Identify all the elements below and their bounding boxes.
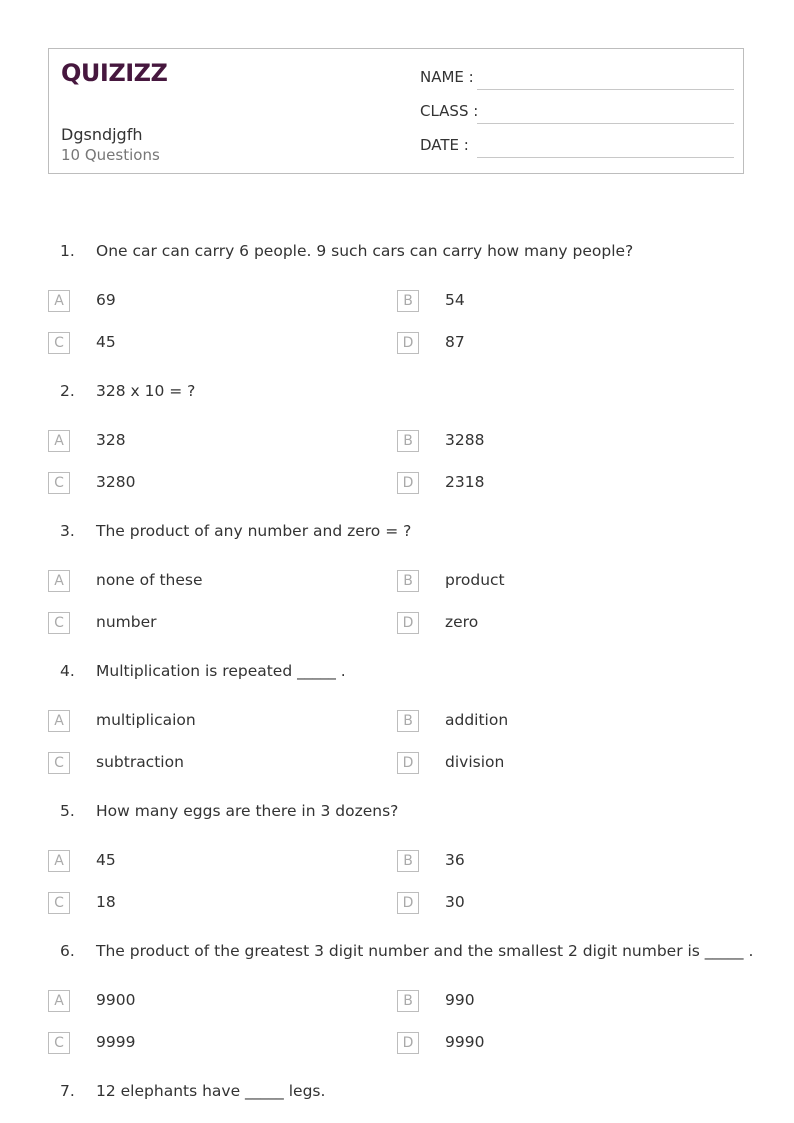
worksheet-header bbox=[48, 48, 744, 174]
option-letter-box[interactable]: D bbox=[397, 332, 419, 354]
option-letter-box[interactable]: D bbox=[397, 892, 419, 914]
option-text: 30 bbox=[445, 893, 465, 911]
option-letter-box[interactable]: D bbox=[397, 612, 419, 634]
option-text: 328 bbox=[96, 431, 126, 449]
option-letter-box[interactable]: B bbox=[397, 710, 419, 732]
option-letter-box[interactable]: C bbox=[48, 892, 70, 914]
option-text: none of these bbox=[96, 571, 203, 589]
option-letter-box[interactable]: B bbox=[397, 850, 419, 872]
question-text: 328 x 10 = ? bbox=[96, 382, 196, 400]
question-number: 7. bbox=[60, 1082, 75, 1100]
option-text: 9999 bbox=[96, 1033, 136, 1051]
question-number: 1. bbox=[60, 242, 75, 260]
date-line bbox=[477, 157, 734, 158]
class-line bbox=[477, 123, 734, 124]
question-number: 6. bbox=[60, 942, 75, 960]
option-letter-box[interactable]: B bbox=[397, 290, 419, 312]
question-text: Multiplication is repeated _____ . bbox=[96, 662, 346, 680]
option-text: 990 bbox=[445, 991, 475, 1009]
question-text: One car can carry 6 people. 9 such cars can carry how many people? bbox=[96, 242, 634, 260]
option-text: 2318 bbox=[445, 473, 485, 491]
option-text: product bbox=[445, 571, 505, 589]
question-text: The product of the greatest 3 digit number and the smallest 2 digit number is _____ . bbox=[96, 942, 754, 960]
worksheet-title: Dgsndjgfh bbox=[61, 125, 143, 144]
option-letter-box[interactable]: A bbox=[48, 430, 70, 452]
option-letter-box[interactable]: C bbox=[48, 332, 70, 354]
option-letter-box[interactable]: C bbox=[48, 612, 70, 634]
option-letter-box[interactable]: D bbox=[397, 1032, 419, 1054]
option-letter-box[interactable]: A bbox=[48, 290, 70, 312]
name-field[interactable] bbox=[420, 68, 734, 90]
option-letter-box[interactable]: D bbox=[397, 472, 419, 494]
question-count: 10 Questions bbox=[61, 146, 160, 164]
name-line bbox=[477, 89, 734, 90]
option-letter-box[interactable]: B bbox=[397, 430, 419, 452]
option-letter-box[interactable]: C bbox=[48, 1032, 70, 1054]
option-letter-box[interactable]: C bbox=[48, 752, 70, 774]
option-text: 45 bbox=[96, 851, 116, 869]
option-letter-box[interactable]: A bbox=[48, 710, 70, 732]
option-text: 9990 bbox=[445, 1033, 485, 1051]
option-letter-box[interactable]: A bbox=[48, 850, 70, 872]
question-number: 4. bbox=[60, 662, 75, 680]
option-text: 3280 bbox=[96, 473, 136, 491]
question-number: 3. bbox=[60, 522, 75, 540]
option-text: multiplicaion bbox=[96, 711, 196, 729]
question-text: The product of any number and zero = ? bbox=[96, 522, 412, 540]
class-field[interactable] bbox=[420, 102, 734, 124]
option-text: 54 bbox=[445, 291, 465, 309]
option-text: zero bbox=[445, 613, 479, 631]
option-text: subtraction bbox=[96, 753, 184, 771]
option-text: addition bbox=[445, 711, 509, 729]
option-text: 18 bbox=[96, 893, 116, 911]
option-letter-box[interactable]: D bbox=[397, 752, 419, 774]
question-number: 5. bbox=[60, 802, 75, 820]
option-text: division bbox=[445, 753, 505, 771]
option-letter-box[interactable]: B bbox=[397, 990, 419, 1012]
question-text: 12 elephants have _____ legs. bbox=[96, 1082, 326, 1100]
option-text: 3288 bbox=[445, 431, 485, 449]
option-letter-box[interactable]: C bbox=[48, 472, 70, 494]
option-letter-box[interactable]: A bbox=[48, 990, 70, 1012]
option-text: 87 bbox=[445, 333, 465, 351]
option-text: 36 bbox=[445, 851, 465, 869]
option-letter-box[interactable]: B bbox=[397, 570, 419, 592]
option-text: 45 bbox=[96, 333, 116, 351]
option-text: 9900 bbox=[96, 991, 136, 1009]
date-label: DATE : bbox=[420, 136, 469, 154]
quizizz-logo: QUIZIZZ bbox=[61, 59, 168, 87]
option-text: 69 bbox=[96, 291, 116, 309]
option-text: number bbox=[96, 613, 157, 631]
question-number: 2. bbox=[60, 382, 75, 400]
date-field[interactable] bbox=[420, 136, 734, 158]
class-label: CLASS : bbox=[420, 102, 479, 120]
question-text: How many eggs are there in 3 dozens? bbox=[96, 802, 399, 820]
option-letter-box[interactable]: A bbox=[48, 570, 70, 592]
name-label: NAME : bbox=[420, 68, 474, 86]
